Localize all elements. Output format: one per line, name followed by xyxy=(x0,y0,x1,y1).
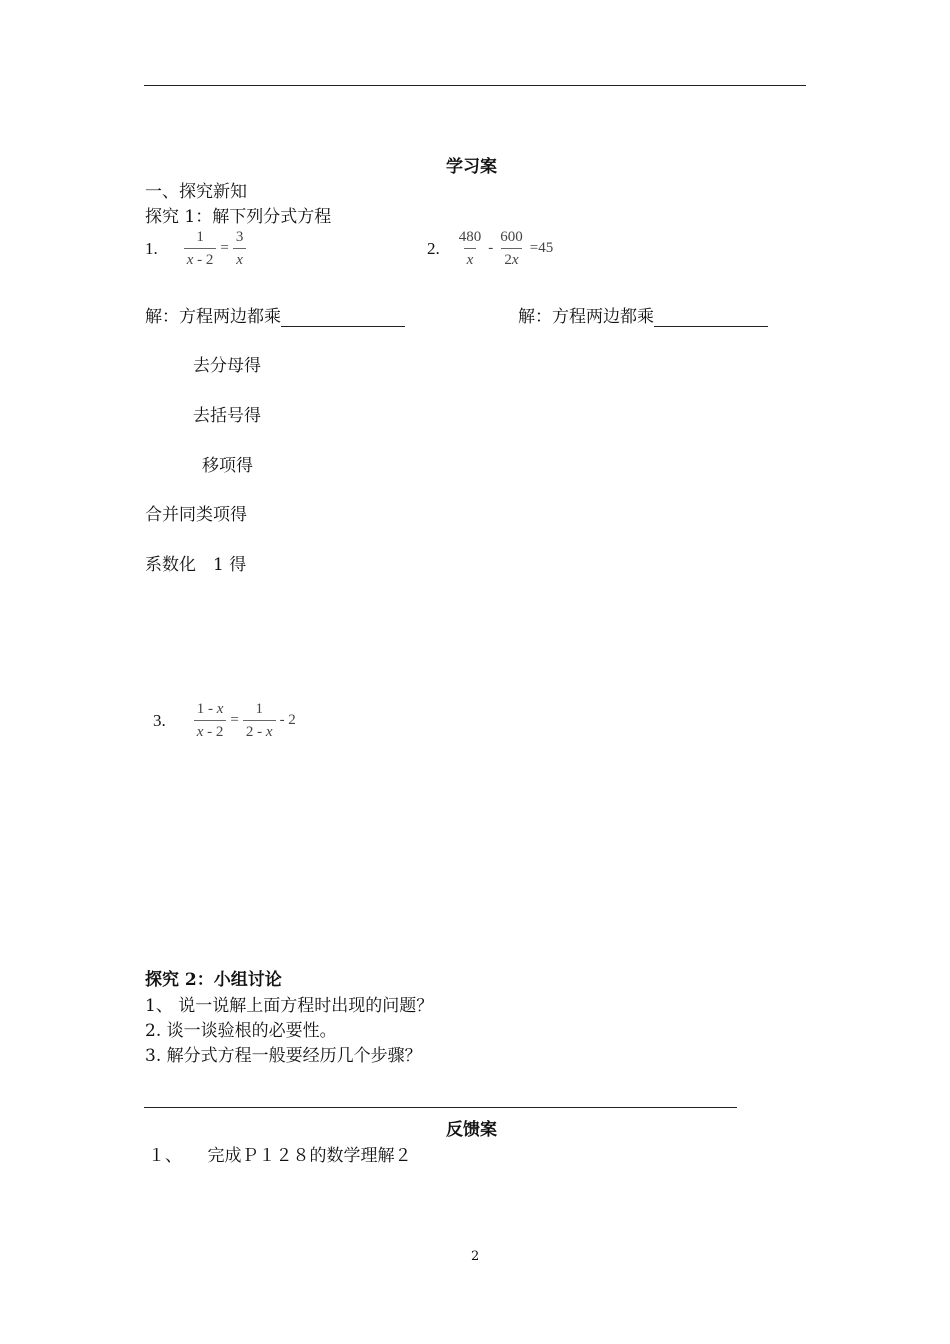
equation-3-f2-numerator: 1 xyxy=(255,701,263,717)
equation-1-rhs-fraction xyxy=(233,228,247,269)
question-3: 3. 解分式方程一般要经历几个步骤？ xyxy=(145,1046,422,1066)
explore2-heading: 探究 2：小组讨论 xyxy=(145,970,282,990)
question-1: 1、 说一说解上面方程时出现的问题？ xyxy=(145,996,434,1016)
feedback-item: １、 完成Ｐ１２８的数学理解２ xyxy=(148,1146,412,1166)
equation-1-lhs-numerator: 1 xyxy=(196,229,204,245)
equation-3-f2-denominator: 2 - x xyxy=(243,720,276,741)
equation-1 xyxy=(145,228,246,269)
solution-2-line xyxy=(518,302,768,327)
equation-3 xyxy=(153,700,296,741)
equation-3-tail: - 2 xyxy=(279,712,296,728)
equation-1-equals: = xyxy=(220,240,229,256)
equation-3-fraction-1 xyxy=(194,700,227,741)
equation-1-number: 1. xyxy=(145,238,158,258)
solution-1-blank[interactable] xyxy=(281,308,405,327)
equation-2-f1-numerator: 480 xyxy=(458,229,482,245)
equation-2 xyxy=(427,228,553,269)
solution-1-line xyxy=(145,302,405,327)
step-remove-brackets: 去括号得 xyxy=(193,406,261,426)
equation-3-fraction-2 xyxy=(243,700,276,741)
equation-2-fraction-2 xyxy=(497,228,526,269)
equation-3-f1-denominator: x - 2 xyxy=(194,720,227,741)
feedback-rule xyxy=(144,1107,737,1108)
equation-1-lhs-fraction xyxy=(184,228,217,269)
step-remove-denominator: 去分母得 xyxy=(193,356,261,376)
page-number: 2 xyxy=(471,1249,480,1264)
solution-2-label: 解：方程两边都乘 xyxy=(518,307,654,327)
equation-1-rhs-numerator: 3 xyxy=(235,229,244,245)
feedback-title: 反馈案 xyxy=(446,1120,497,1140)
equation-2-number: 2. xyxy=(427,238,440,258)
step-coefficient-one: 系数化 1 得 xyxy=(145,555,247,575)
section-heading: 一、探究新知 xyxy=(145,182,247,202)
step-combine-terms: 合并同类项得 xyxy=(145,505,247,525)
equation-2-f2-denominator: 2x xyxy=(501,248,521,269)
header-rule xyxy=(144,85,806,86)
explore1-heading: 探究 1：解下列分式方程 xyxy=(145,207,332,227)
solution-1-label: 解：方程两边都乘 xyxy=(145,307,281,327)
solution-2-blank[interactable] xyxy=(654,308,768,327)
equation-2-fraction-1 xyxy=(456,228,485,269)
page-title: 学习案 xyxy=(446,157,497,177)
equation-2-rhs: =45 xyxy=(529,240,554,256)
equation-2-minus: - xyxy=(488,240,494,256)
equation-3-equals: = xyxy=(230,712,239,728)
step-move-terms: 移项得 xyxy=(202,456,253,476)
equation-3-f1-numerator: 1 - x xyxy=(196,701,224,717)
question-2: 2. 谈一谈验根的必要性。 xyxy=(145,1021,337,1041)
equation-2-f1-denominator: x xyxy=(464,248,477,269)
equation-2-f2-numerator: 600 xyxy=(500,229,523,245)
equation-3-number: 3. xyxy=(153,710,166,730)
equation-1-rhs-denominator: x xyxy=(233,248,246,269)
equation-1-lhs-denominator: x - 2 xyxy=(184,248,217,269)
